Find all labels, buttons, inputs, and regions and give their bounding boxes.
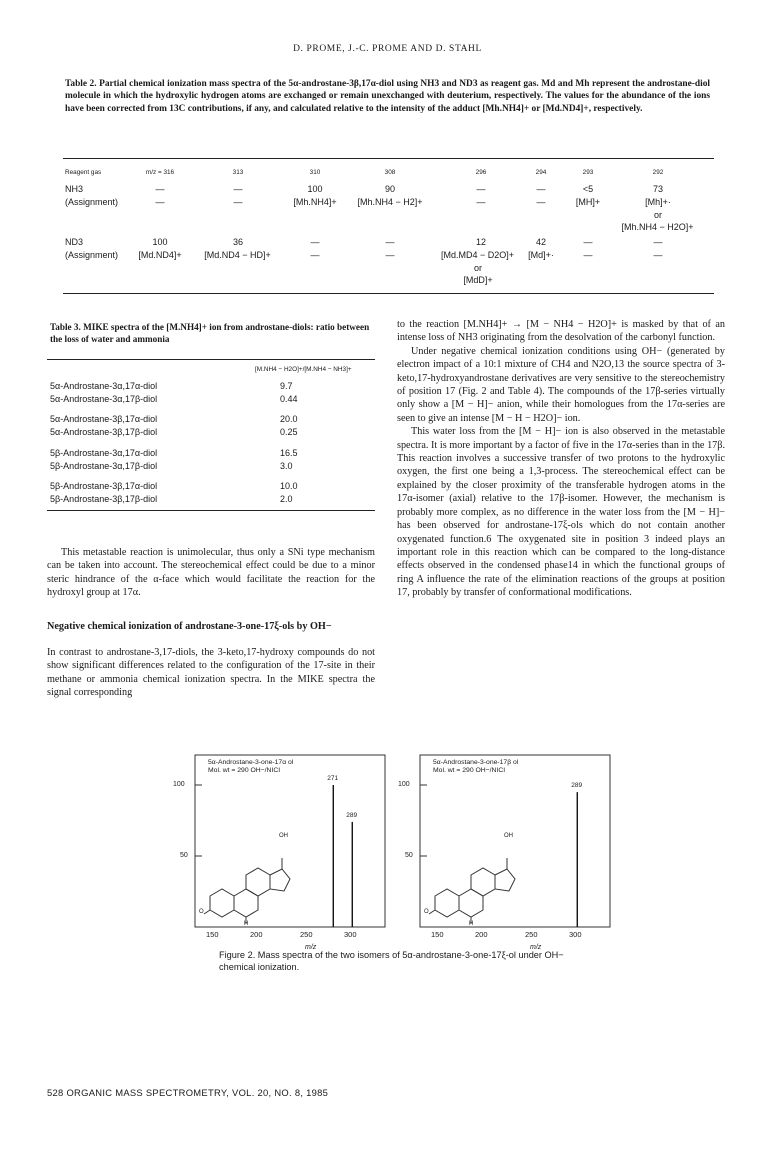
table3-caption: Table 3. MIKE spectra of the [M.NH4]+ ion from androstane-diols: ratio between the loss of water and ammonia [50, 322, 370, 344]
paragraph: This water loss from the [M − H]− ion is also observed in the metastable spectra. It is more important by a factor of five in the 17α-series than in the 17β. This reaction involves a successive transfer of two protons to the hydroxylic oxygen, the first one being a 1,3-process. The stereochemical effect can be explained by the closer proximity of the transferable hydrogen atoms in the 17α-isomer (axial) relative to the 17β-isomer. However, the mechanism is probably more complex, as no difference in the water loss from the [M − H]− has been observed for androstane-17ξ-ols which do not contain another oxygenated function.6 The oxygenated site in position 3 indeed plays an important role in this reaction which can be compared to the long-distance effects observed in the condensed phase14 in which the functional groups of ring A influence the rate of the elimination reactions of the groups at position 17, probably by transfer of conformational modifications. [397, 426, 725, 599]
figure-2-svg [162, 754, 616, 944]
left-panel-title [208, 759, 293, 776]
t2-nd3-310: — [310, 237, 320, 247]
right-panel-title [433, 759, 518, 776]
t2-nh3-assign-296: — [476, 197, 486, 207]
t2-nh3-assign-alt: [Mh.NH4 − H2O]+ [621, 222, 694, 232]
t2-nd3-assign-label: (Assignment) [65, 250, 119, 260]
t2-nh3-292: 73 [652, 184, 663, 194]
t2-nh3-assign-313: — [233, 197, 243, 207]
t3-row-name: 5α-Androstane-3β,17β-diol [50, 427, 158, 437]
oh-label: OH [504, 833, 513, 839]
t2-nd3-292: — [653, 237, 663, 247]
panel-frame [420, 755, 610, 927]
spectrum-title: 5α-Androstane-3-one-17β ol [433, 759, 519, 766]
spectrum-title: 5α-Androstane-3-one-17α ol [208, 759, 294, 766]
t2-nh3-296: — [476, 184, 486, 194]
steroid-structure-left [204, 858, 290, 924]
t2-nd3-assign-310: — [310, 250, 320, 260]
t2-nh3-assign-308: [Mh.NH4 − H2]+ [357, 197, 423, 207]
t2-nd3-293: — [583, 237, 593, 247]
h-label: H [244, 921, 249, 927]
t2-nh3-assign-293: [MH]+ [575, 197, 601, 207]
y-label-50: 50 [180, 852, 188, 859]
t3-row-value: 20.0 [280, 414, 298, 424]
t2-nh3-assign-label: (Assignment) [65, 197, 119, 207]
t3-row-value: 10.0 [280, 481, 298, 491]
t2-header-316: m/z = 316 [145, 169, 175, 176]
t3-row-name: 5β-Androstane-3α,17β-diol [50, 461, 158, 471]
t2-nd3-assign-or: or [473, 263, 482, 273]
t2-nh3-assign-292: [Mh]+· [645, 197, 671, 207]
t2-nd3-313: 36 [232, 237, 243, 247]
spectrum-subtitle: Mol. wt = 290 OH−/NICI [208, 767, 281, 775]
t2-nd3-assign-316: [Md.ND4]+ [138, 250, 182, 260]
paragraph: to the reaction [M.NH4]+ → [M − NH4 − H2O]+ is masked by that of an intense loss of NH3 originating from the desolvation of the carbonyl function. [397, 319, 725, 344]
paragraph: In contrast to androstane-3,17-diols, the 3-keto,17-hydroxy compounds do not show significant differences related to the configuration of the 17-site in their methane or ammonia chemical ionization spectra. In the MIKE spectra the signal corresponding [47, 647, 375, 699]
x-tick: 200 [475, 930, 488, 939]
x-axis-label: m/z [530, 944, 542, 951]
spectrum-subtitle: Mol. wt = 290 OH−/NICI [433, 767, 506, 775]
x-tick: 150 [206, 930, 219, 939]
t2-nd3-assign-293: — [583, 250, 593, 260]
t2-header-313: 313 [232, 169, 244, 176]
t2-nh3-313: — [233, 184, 243, 194]
t3-row-value: 16.5 [280, 448, 298, 458]
t2-header-reagent: Reagent gas [65, 169, 102, 176]
x-tick: 300 [569, 930, 582, 939]
t2-nd3-assign-296: [Md.MD4 − D2O]+ [440, 250, 515, 260]
y-label-100: 100 [173, 781, 185, 788]
table3 [0, 0, 400, 520]
t2-nd3-294: 42 [535, 237, 546, 247]
table2-caption: Table 2. Partial chemical ionization mass spectra of the 5α-androstane-3β,17α-diol using NH3 and ND3 as reagent gas. Md and Mh represent the androstane-diol molecule in which the hydroxylic hydrogen atoms are exchanged or remain unexchanged with deuterium, respectively. The values for the abundance of the ions have been corrected from 13C contributions, if any, and calculated relative to the intensity of the adduct [Mh.NH4]+ or [Md.ND4]+, respectively. [65, 79, 710, 114]
t3-row-value: 2.0 [280, 494, 293, 504]
o-label: O [424, 909, 429, 915]
t2-nd3-label: ND3 [65, 237, 84, 247]
left-column [47, 546, 375, 700]
t2-nh3-assign-or: or [653, 210, 662, 220]
t2-nh3-310: 100 [307, 184, 323, 194]
x-axis-label: m/z [305, 944, 317, 951]
x-tick: 200 [250, 930, 263, 939]
t2-nh3-293: <5 [582, 184, 594, 194]
t2-nh3-assign-316: — [155, 197, 165, 207]
panel-frame [195, 755, 385, 927]
figure-2 [162, 754, 616, 944]
t3-row-name: 5β-Androstane-3α,17α-diol [50, 448, 158, 458]
left-bars [333, 785, 352, 927]
x-tick: 250 [525, 930, 538, 939]
peak-label: 289 [571, 782, 583, 790]
x-tick: 300 [344, 930, 357, 939]
t3-row-name: 5α-Androstane-3β,17α-diol [50, 414, 158, 424]
t2-header-308: 308 [384, 169, 396, 176]
t2-nd3-296: 12 [475, 237, 486, 247]
paragraph: Under negative chemical ionization conditions using OH− (generated by electron impact of a 10:1 mixture of CH4 and N2O,13 the source spectra of 3-keto,17-hydroxyandrostane derivatives are very sensitive to the stereochemistry of position 17 (Fig. 2 and Table 4). The compounds of the 17β-series virtually only show a [M − H]− anion, while their homologues from the 17α-series are seen to give an intense [M − H − H2O]− ion. [397, 345, 725, 424]
h-label: H [469, 921, 474, 927]
t2-nh3-308: 90 [384, 184, 395, 194]
footer: 528 ORGANIC MASS SPECTROMETRY, VOL. 20, NO. 8, 1985 [47, 1087, 329, 1098]
t2-nd3-assign-alt: [MdD]+ [463, 275, 493, 285]
peak-label: 271 [327, 775, 339, 782]
t3-row-value: 0.44 [280, 394, 298, 404]
t2-nd3-assign-294: [Md]+· [528, 250, 554, 260]
t2-nd3-assign-313: [Md.ND4 − HD]+ [204, 250, 271, 260]
t2-header-293: 293 [582, 169, 594, 176]
oh-label: OH [279, 833, 288, 839]
t2-header-310: 310 [309, 169, 321, 176]
t3-row-value: 9.7 [280, 381, 293, 391]
t2-nh3-assign-310: [Mh.NH4]+ [293, 197, 337, 207]
figure-2-caption: Figure 2. Mass spectra of the two isomers of 5α-androstane-3-one-17ξ-ol under OH− chemical ionization. [219, 950, 564, 972]
t3-row-value: 3.0 [280, 461, 293, 471]
x-tick: 250 [300, 930, 313, 939]
peak-label: 289 [346, 811, 358, 819]
t2-nh3-316: — [155, 184, 165, 194]
y-label-50: 50 [405, 852, 413, 859]
t2-nh3-assign-294: — [536, 197, 546, 207]
t2-nd3-assign-308: — [385, 250, 395, 260]
spectrum-right [420, 755, 610, 927]
right-column [397, 318, 725, 600]
t2-nd3-316: 100 [152, 237, 168, 247]
t3-row-name: 5β-Androstane-3β,17α-diol [50, 481, 158, 491]
steroid-structure-right [429, 858, 515, 924]
t2-nd3-308: — [385, 237, 395, 247]
t3-row-value: 0.25 [280, 427, 298, 437]
o-label: O [199, 909, 204, 915]
t2-header-292: 292 [652, 169, 664, 176]
t2-nh3-294: — [536, 184, 546, 194]
y-label-100: 100 [398, 781, 410, 788]
t3-col-header: [M.NH4 − H2O]+/[M.NH4 − NH3]+ [255, 366, 352, 373]
t3-row-name: 5α-Androstane-3α,17β-diol [50, 394, 158, 404]
running-header: D. PROME, J.-C. PROME AND D. STAHL [293, 44, 482, 54]
t2-header-294: 294 [535, 169, 547, 176]
t3-row-name: 5α-Androstane-3α,17α-diol [50, 381, 158, 391]
paragraph: This metastable reaction is unimolecular, thus only a SNi type mechanism can be taken into account. The stereochemical effect could be due to a minor steric hindrance of the α-face which would facilitate the reaction for the hydroxyl group at 17α. [47, 547, 375, 599]
t2-header-296: 296 [475, 169, 487, 176]
section-heading: Negative chemical ionization of androstane-3-one-17ξ-ols by OH− [47, 620, 332, 632]
table3-bottom-rule [47, 510, 375, 511]
spectrum-left [195, 755, 385, 927]
x-tick: 150 [431, 930, 444, 939]
t3-row-name: 5β-Androstane-3β,17β-diol [50, 494, 158, 504]
t2-nd3-assign-292: — [653, 250, 663, 260]
x-tick-labels [162, 930, 616, 944]
t2-nh3-label: NH3 [65, 184, 84, 194]
